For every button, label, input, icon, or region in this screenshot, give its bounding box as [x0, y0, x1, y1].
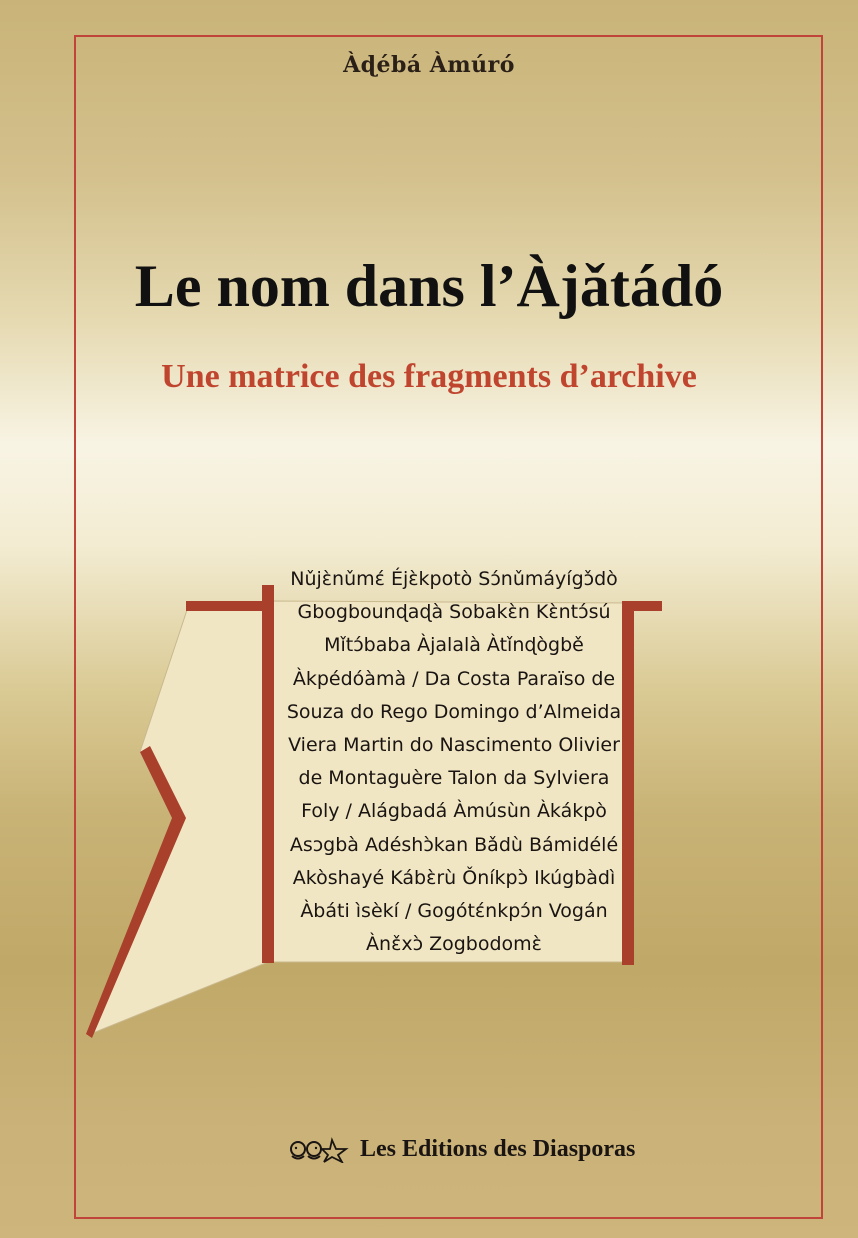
name-line: Mǐtɔ́baba Àjalalà Àtǐnɖògbě	[324, 634, 584, 657]
publisher-name: Les Editions des Diasporas	[360, 1136, 636, 1162]
name-line: de Montaguère Talon da Sylviera	[298, 767, 610, 790]
name-line: Viera Martin do Nascimento Olivier	[288, 734, 620, 757]
name-line: Nǔjɛ̀nǔmɛ́ Éjɛ̀kpotò Sɔ́nǔmáyígɔ̌dò	[290, 568, 618, 590]
names-list	[262, 563, 646, 961]
name-line: Ànɛ̌xɔ̀ Zogbodomɛ̀	[366, 933, 542, 956]
name-line: Foly / Alágbadá Àmúsùn Àkákpò	[301, 800, 607, 823]
diaspora-logo-icon	[288, 1137, 350, 1163]
name-line: Gbogbounɖaɖà Sobakɛ̀n Kɛ̀ntɔ́sú	[297, 601, 611, 624]
name-line: Souza do Rego Domingo d’Almeida	[286, 700, 622, 723]
publisher	[288, 1136, 635, 1163]
name-line: Àbáti ìsèkí / Gogótɛ́nkpɔ́n Vogán	[300, 900, 608, 923]
book-subtitle: Une matrice des fragments d’archive	[161, 358, 697, 395]
name-line: Asɔgbà Adéshɔ̀kan Bǎdù Bámidélé	[289, 833, 619, 856]
name-line: Àkpédóàmà / Da Costa Paraïso de	[292, 667, 616, 690]
book-title: Le nom dans l’Àjǎtádó	[134, 253, 724, 319]
bubble-top-left-bar	[186, 601, 270, 611]
author-name: Àɖébá Àmúró	[343, 52, 515, 78]
name-line: Akòshayé Kábɛ̀rù Ǒníkpɔ̀ Ikúgbàdì	[292, 866, 616, 889]
